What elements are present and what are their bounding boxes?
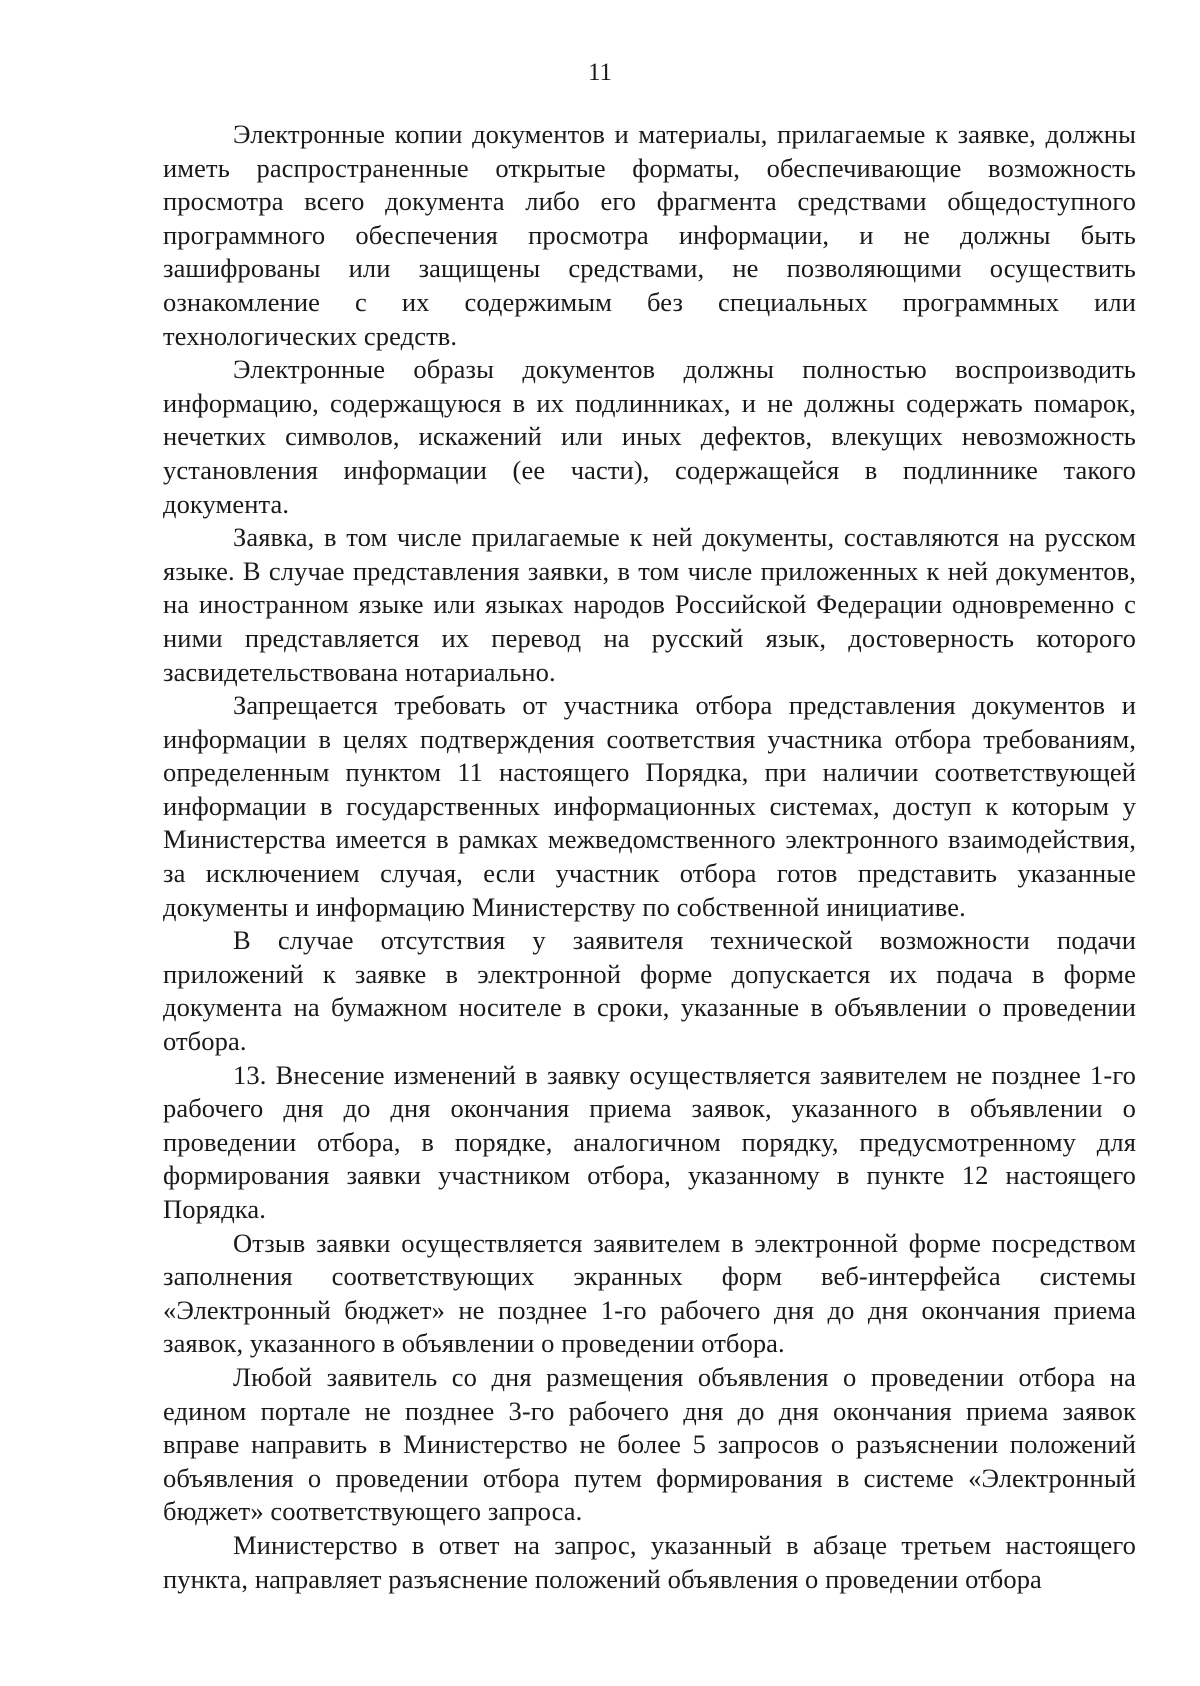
paragraph-item-13: 13. Внесение изменений в заявку осуществляется заявителем не позднее 1-го рабочего дня до дня окончания приема заявок, указанного в объявлении о проведении отбора, в порядке, аналогичном порядку, предусмотренному для формирования заявки участником отбора, указанному в пункте 12 настоящего Порядка. — [163, 1059, 1136, 1224]
paragraph-clarification-requests: Любой заявитель со дня размещения объявления о проведении отбора на едином портале не позднее 3-го рабочего дня до дня окончания приема заявок вправе направить в Министерство не более 5 запросов о разъяснении положений объявления о проведении отбора путем формирования в системе «Электронный бюджет» соответствующего запроса. — [163, 1361, 1136, 1527]
paragraph-withdrawal: Отзыв заявки осуществляется заявителем в электронной форме посредством заполнения соответствующих экранных форм веб-интерфейса системы «Электронный бюджет» не позднее 1-го рабочего дня до дня окончания приема заявок, указанного в объявлении о проведении отбора. — [163, 1227, 1136, 1359]
paragraph-ministry-response: Министерство в ответ на запрос, указанный в абзаце третьем настоящего пункта, направляет разъяснение положений объявления о проведении отбора — [163, 1529, 1136, 1594]
document-body — [163, 118, 1136, 1596]
paragraph-language: Заявка, в том числе прилагаемые к ней документы, составляются на русском языке. В случае представления заявки, в том числе приложенных к ней документов, на иностранном языке или языках народов Российской Федерации одновременно с ними представляется их перевод на русский язык, достоверность которого засвидетельствована нотариально. — [163, 522, 1136, 687]
paragraph-electronic-copies: Электронные копии документов и материалы, прилагаемые к заявке, должны иметь распространенные открытые форматы, обеспечивающие возможность просмотра всего документа либо его фрагмента средствами общедоступного программного обеспечения просмотра информации, и не должны быть зашифрованы или защищены средствами, не позволяющими осуществить ознакомление с их содержимым без специальных программных или технологических средств. — [163, 119, 1136, 351]
page-number: 11 — [587, 59, 613, 86]
paragraph-prohibition: Запрещается требовать от участника отбора представления документов и информации в целях подтверждения соответствия участника отбора требованиям, определенным пунктом 11 настоящего Порядка, при наличии соответствующей информации в государственных информационных системах, доступ к которым у Министерства имеется в рамках межведомственного электронного взаимодействия, за исключением случая, если участник отбора готов представить указанные документы и информацию Министерству по собственной инициативе. — [163, 690, 1136, 922]
paragraph-electronic-images: Электронные образы документов должны полностью воспроизводить информацию, содержащуюся в их подлинниках, и не должны содержать помарок, нечетких символов, искажений или иных дефектов, влекущих невозможность установления информации (ее части), содержащейся в подлиннике такого документа. — [163, 354, 1136, 519]
paragraph-paper-submission: В случае отсутствия у заявителя технической возможности подачи приложений к заявке в электронной форме допускается их подача в форме документа на бумажном носителе в сроки, указанные в объявлении о проведении отбора. — [163, 925, 1136, 1057]
